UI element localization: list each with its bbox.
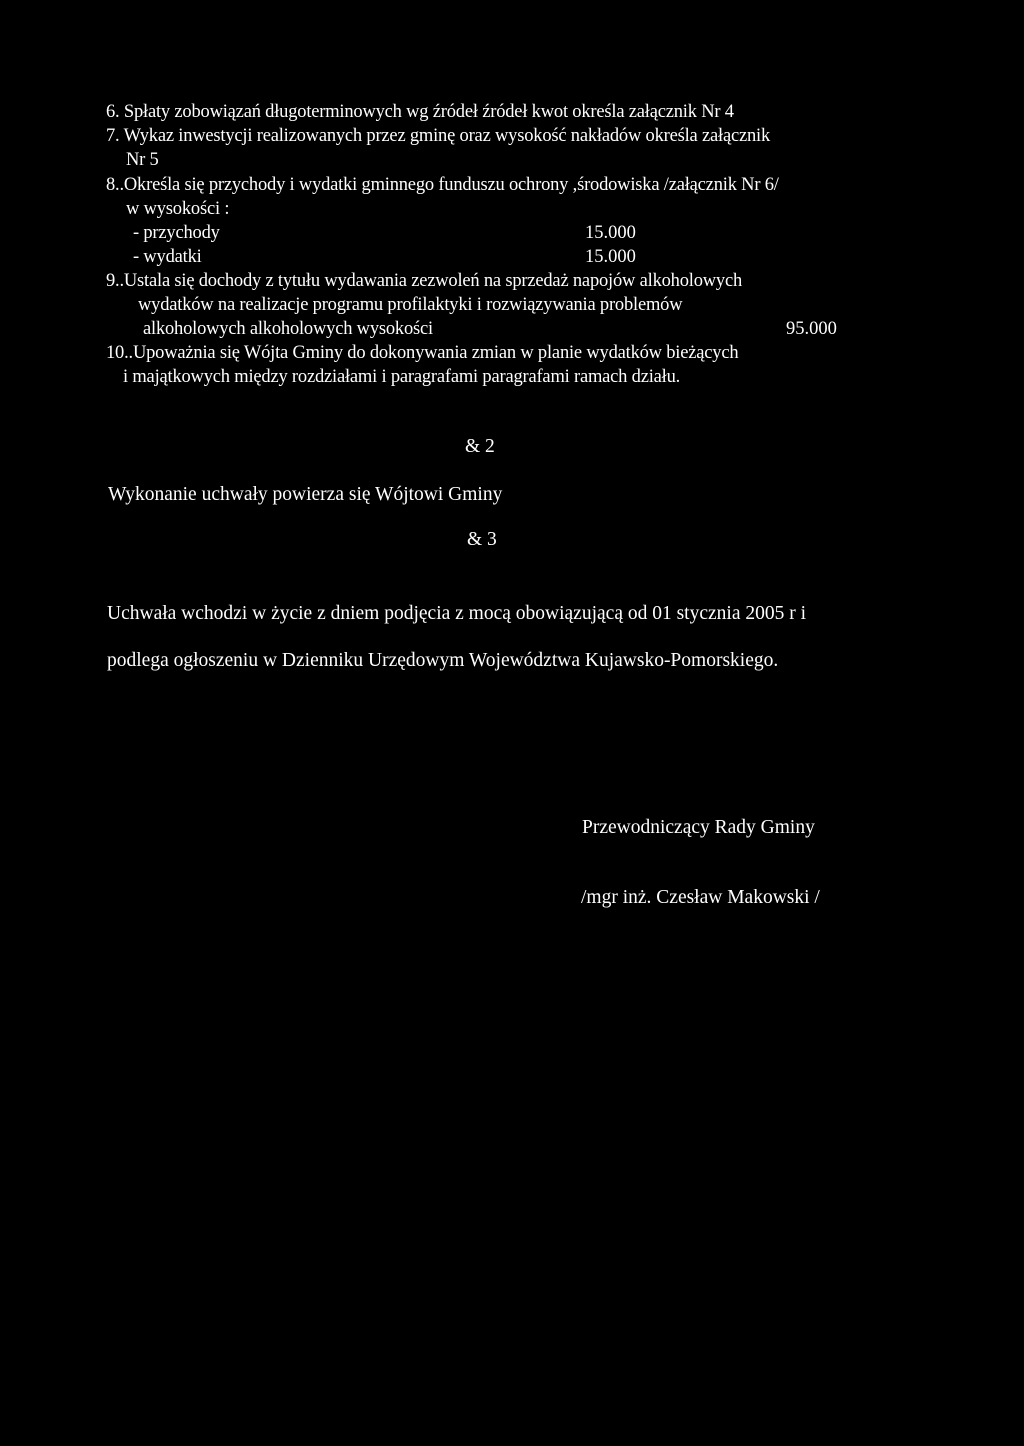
item-9-line-2: wydatków na realizacje programu profilaktyki i rozwiązywania problemów: [138, 295, 683, 315]
signature-title: Przewodniczący Rady Gminy: [582, 817, 815, 838]
item-7-line-2: Nr 5: [126, 150, 159, 170]
item-9-line-3: alkoholowych alkoholowych wysokości: [143, 319, 433, 339]
section-3-line-1: Uchwała wchodzi w życie z dniem podjęcia z mocą obowiązującą od 01 stycznia 2005 r i: [107, 603, 807, 624]
item-8-income-label: - przychody: [133, 223, 220, 243]
section-3-heading: & 3: [467, 529, 497, 550]
item-10-line-2: i majątkowych między rozdziałami i paragrafami paragrafami ramach działu.: [123, 367, 681, 387]
section-2-text: Wykonanie uchwały powierza się Wójtowi Gminy: [108, 484, 503, 505]
item-9-line-1: 9..Ustala się dochody z tytułu wydawania zezwoleń na sprzedaż napojów alkoholowych: [106, 271, 743, 291]
item-8-income-value: 15.000: [585, 223, 636, 243]
item-8-line-2: w wysokości :: [126, 199, 230, 219]
item-10-line-1: 10..Upoważnia się Wójta Gminy do dokonywania zmian w planie wydatków bieżących: [106, 343, 739, 363]
item-6: 6. Spłaty zobowiązań długoterminowych wg źródeł źródeł kwot określa załącznik Nr 4: [106, 102, 734, 122]
item-8-expense-value: 15.000: [585, 247, 636, 267]
item-8-expense-label: - wydatki: [133, 247, 202, 267]
item-7-line-1: 7. Wykaz inwestycji realizowanych przez gminę oraz wysokość nakładów określa załącznik: [106, 126, 771, 146]
section-2-heading: & 2: [465, 436, 495, 457]
signature-name: /mgr inż. Czesław Makowski /: [581, 887, 820, 908]
item-8-line-1: 8..Określa się przychody i wydatki gminnego funduszu ochrony ,środowiska /załącznik Nr 6/: [106, 175, 779, 195]
section-3-line-2: podlega ogłoszeniu w Dzienniku Urzędowym Województwa Kujawsko-Pomorskiego.: [107, 650, 779, 671]
item-9-value: 95.000: [786, 319, 837, 339]
